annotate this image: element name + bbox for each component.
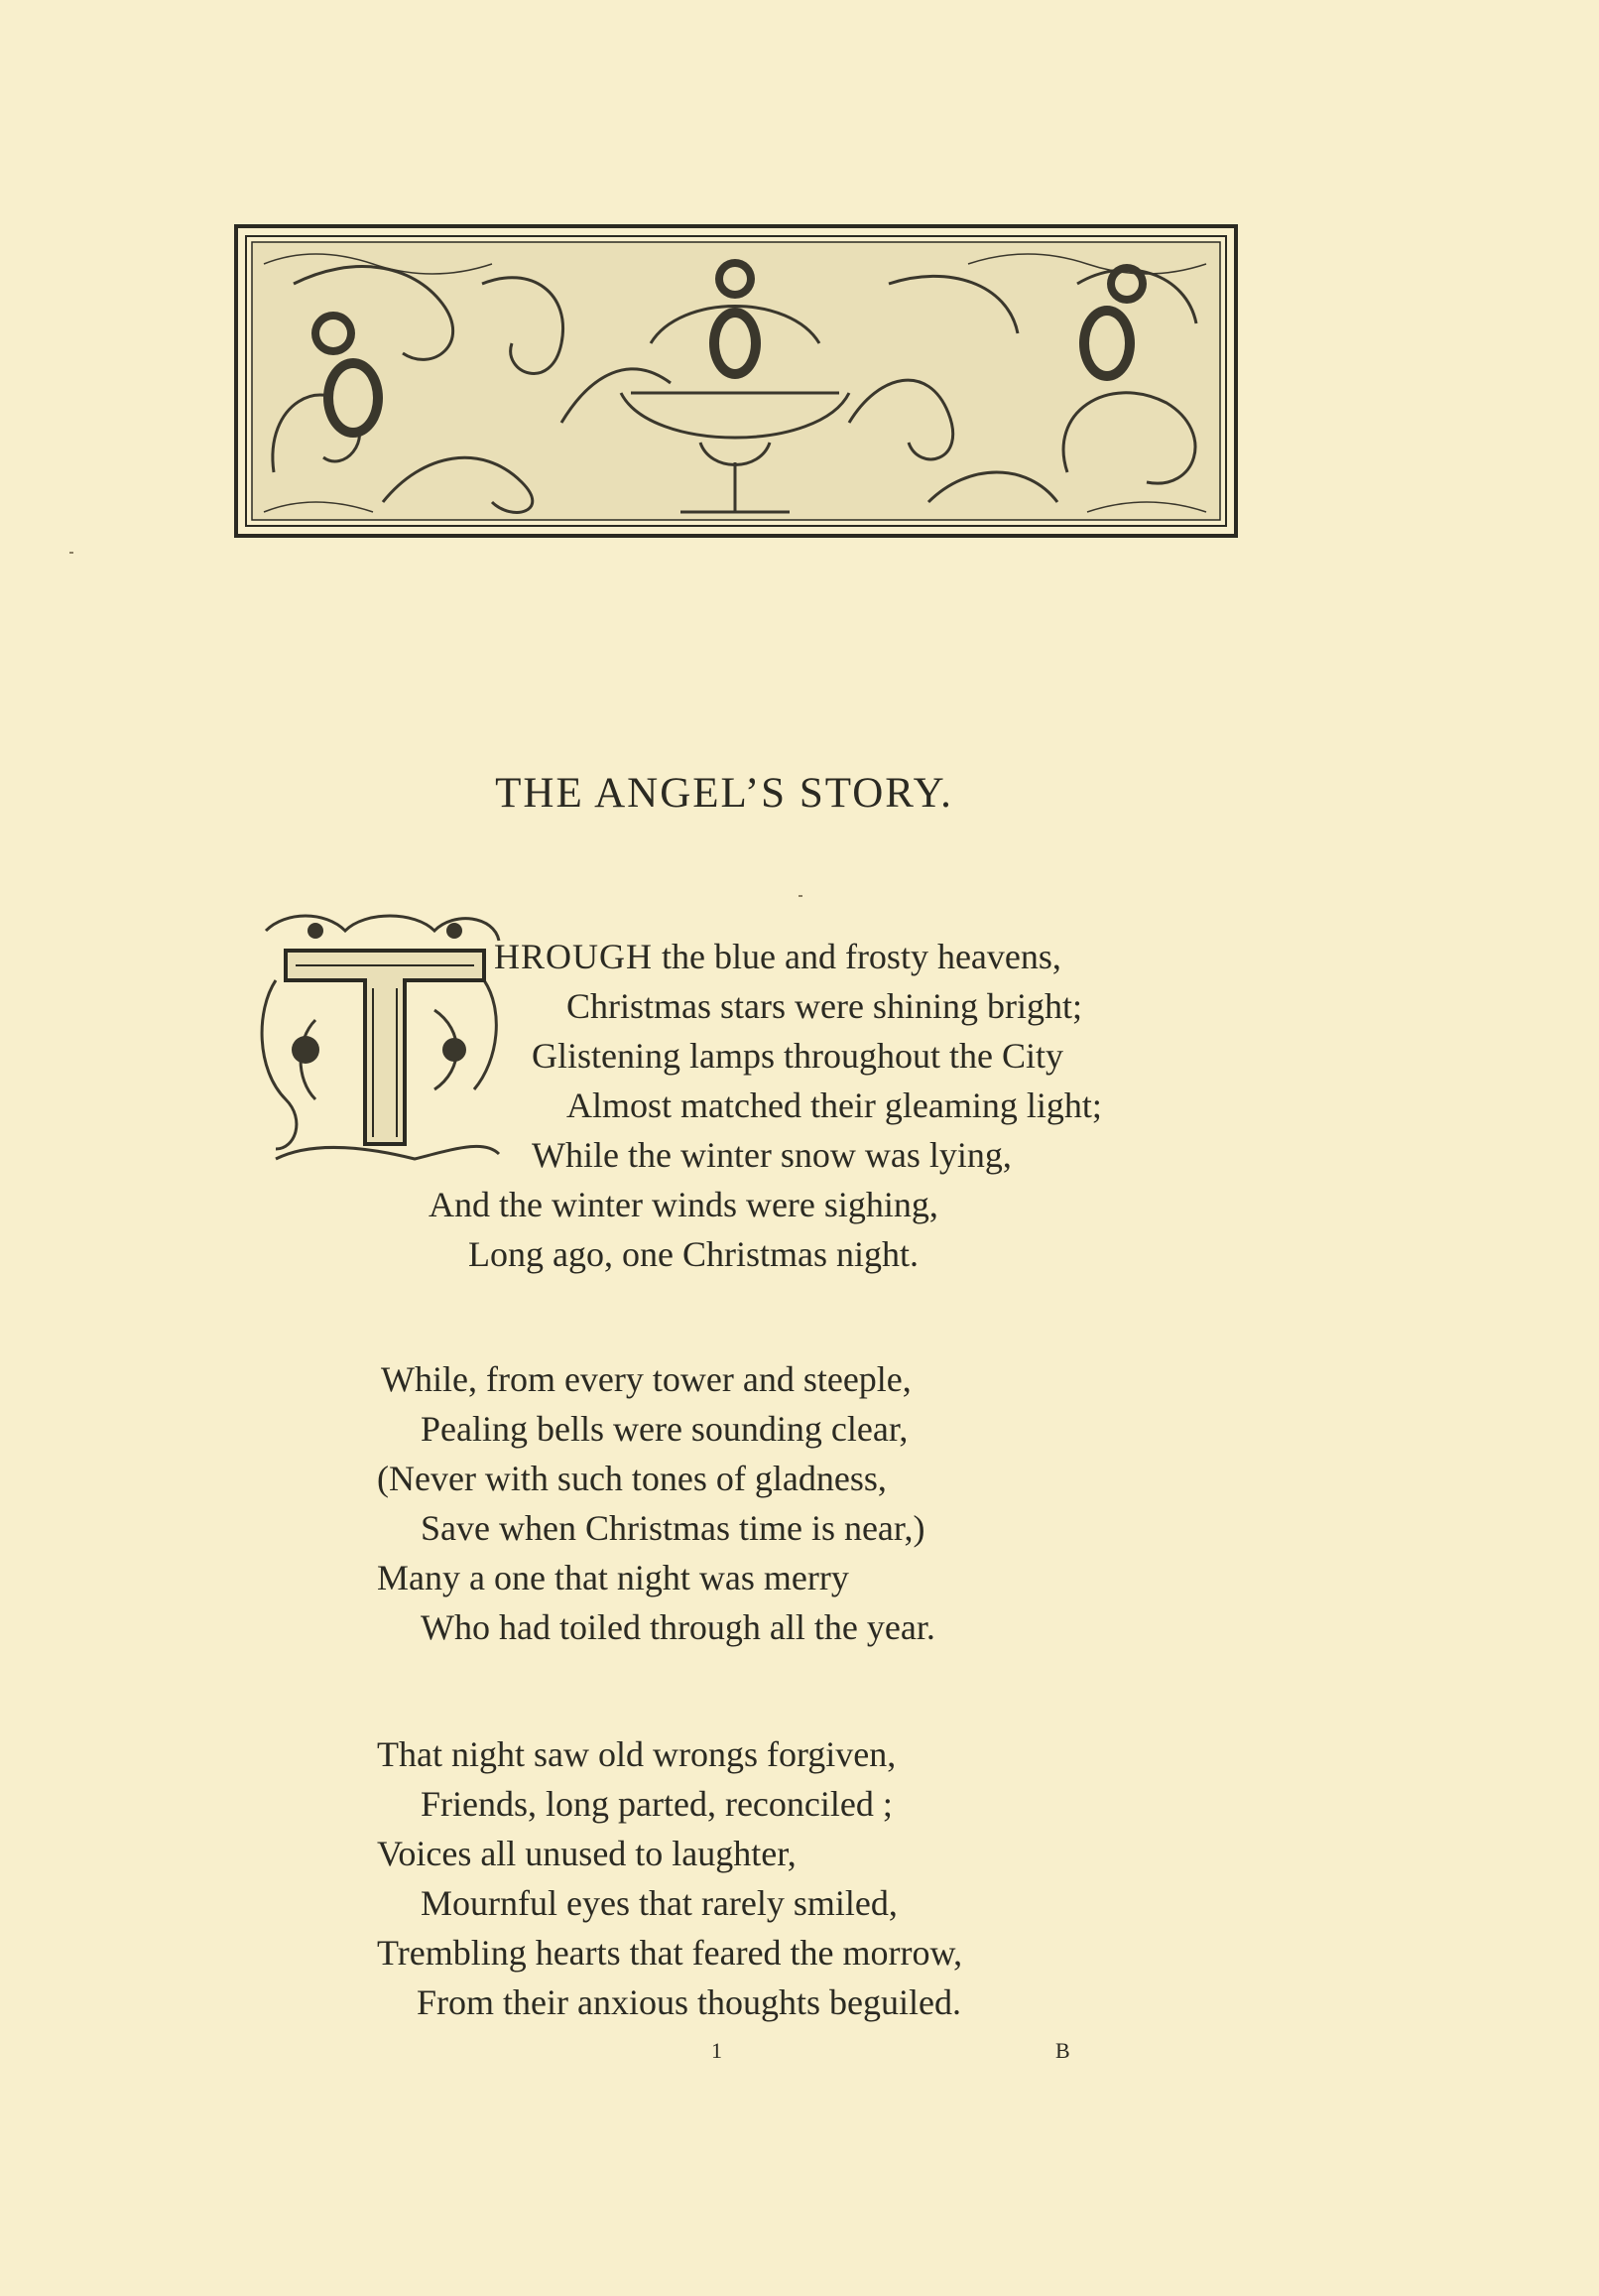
poem-line: Pealing bells were sounding clear,: [421, 1409, 909, 1449]
decorated-initial-t: [256, 911, 504, 1171]
ornamental-headpiece: [234, 224, 1238, 538]
poem-line: Almost matched their gleaming light;: [566, 1085, 1102, 1125]
poem-line: Save when Christmas time is near,): [421, 1508, 925, 1548]
signature-mark: B: [1055, 2038, 1071, 2063]
poem-line: Long ago, one Christmas night.: [468, 1234, 919, 1274]
poem-line: Who had toiled through all the year.: [421, 1607, 935, 1647]
poem-line: HROUGH the blue and frosty heavens,: [494, 937, 1061, 976]
initial-word-rest: HROUGH: [494, 937, 654, 976]
poem-line: While the winter snow was lying,: [532, 1135, 1012, 1175]
paper-speck: [799, 895, 802, 897]
poem-line: Christmas stars were shining bright;: [566, 986, 1082, 1026]
poem-line: Friends, long parted, reconciled ;: [421, 1784, 893, 1824]
poem-line: (Never with such tones of gladness,: [377, 1459, 887, 1498]
poem-line: While, from every tower and steeple,: [381, 1359, 912, 1399]
poem-line: Mournful eyes that rarely smiled,: [421, 1883, 898, 1923]
poem-line: Trembling hearts that feared the morrow,: [377, 1933, 963, 1973]
paper-speck: [69, 552, 73, 554]
poem-line: That night saw old wrongs forgiven,: [377, 1734, 897, 1774]
poem-line: And the winter winds were sighing,: [429, 1185, 938, 1224]
page-number: 1: [711, 2038, 723, 2063]
poem-line: From their anxious thoughts beguiled.: [417, 1982, 961, 2022]
poem-line: Voices all unused to laughter,: [377, 1834, 797, 1873]
poem-line: Glistening lamps throughout the City: [532, 1036, 1063, 1076]
poem-title: THE ANGEL’S STORY.: [495, 770, 953, 817]
poem-line: Many a one that night was merry: [377, 1558, 849, 1597]
